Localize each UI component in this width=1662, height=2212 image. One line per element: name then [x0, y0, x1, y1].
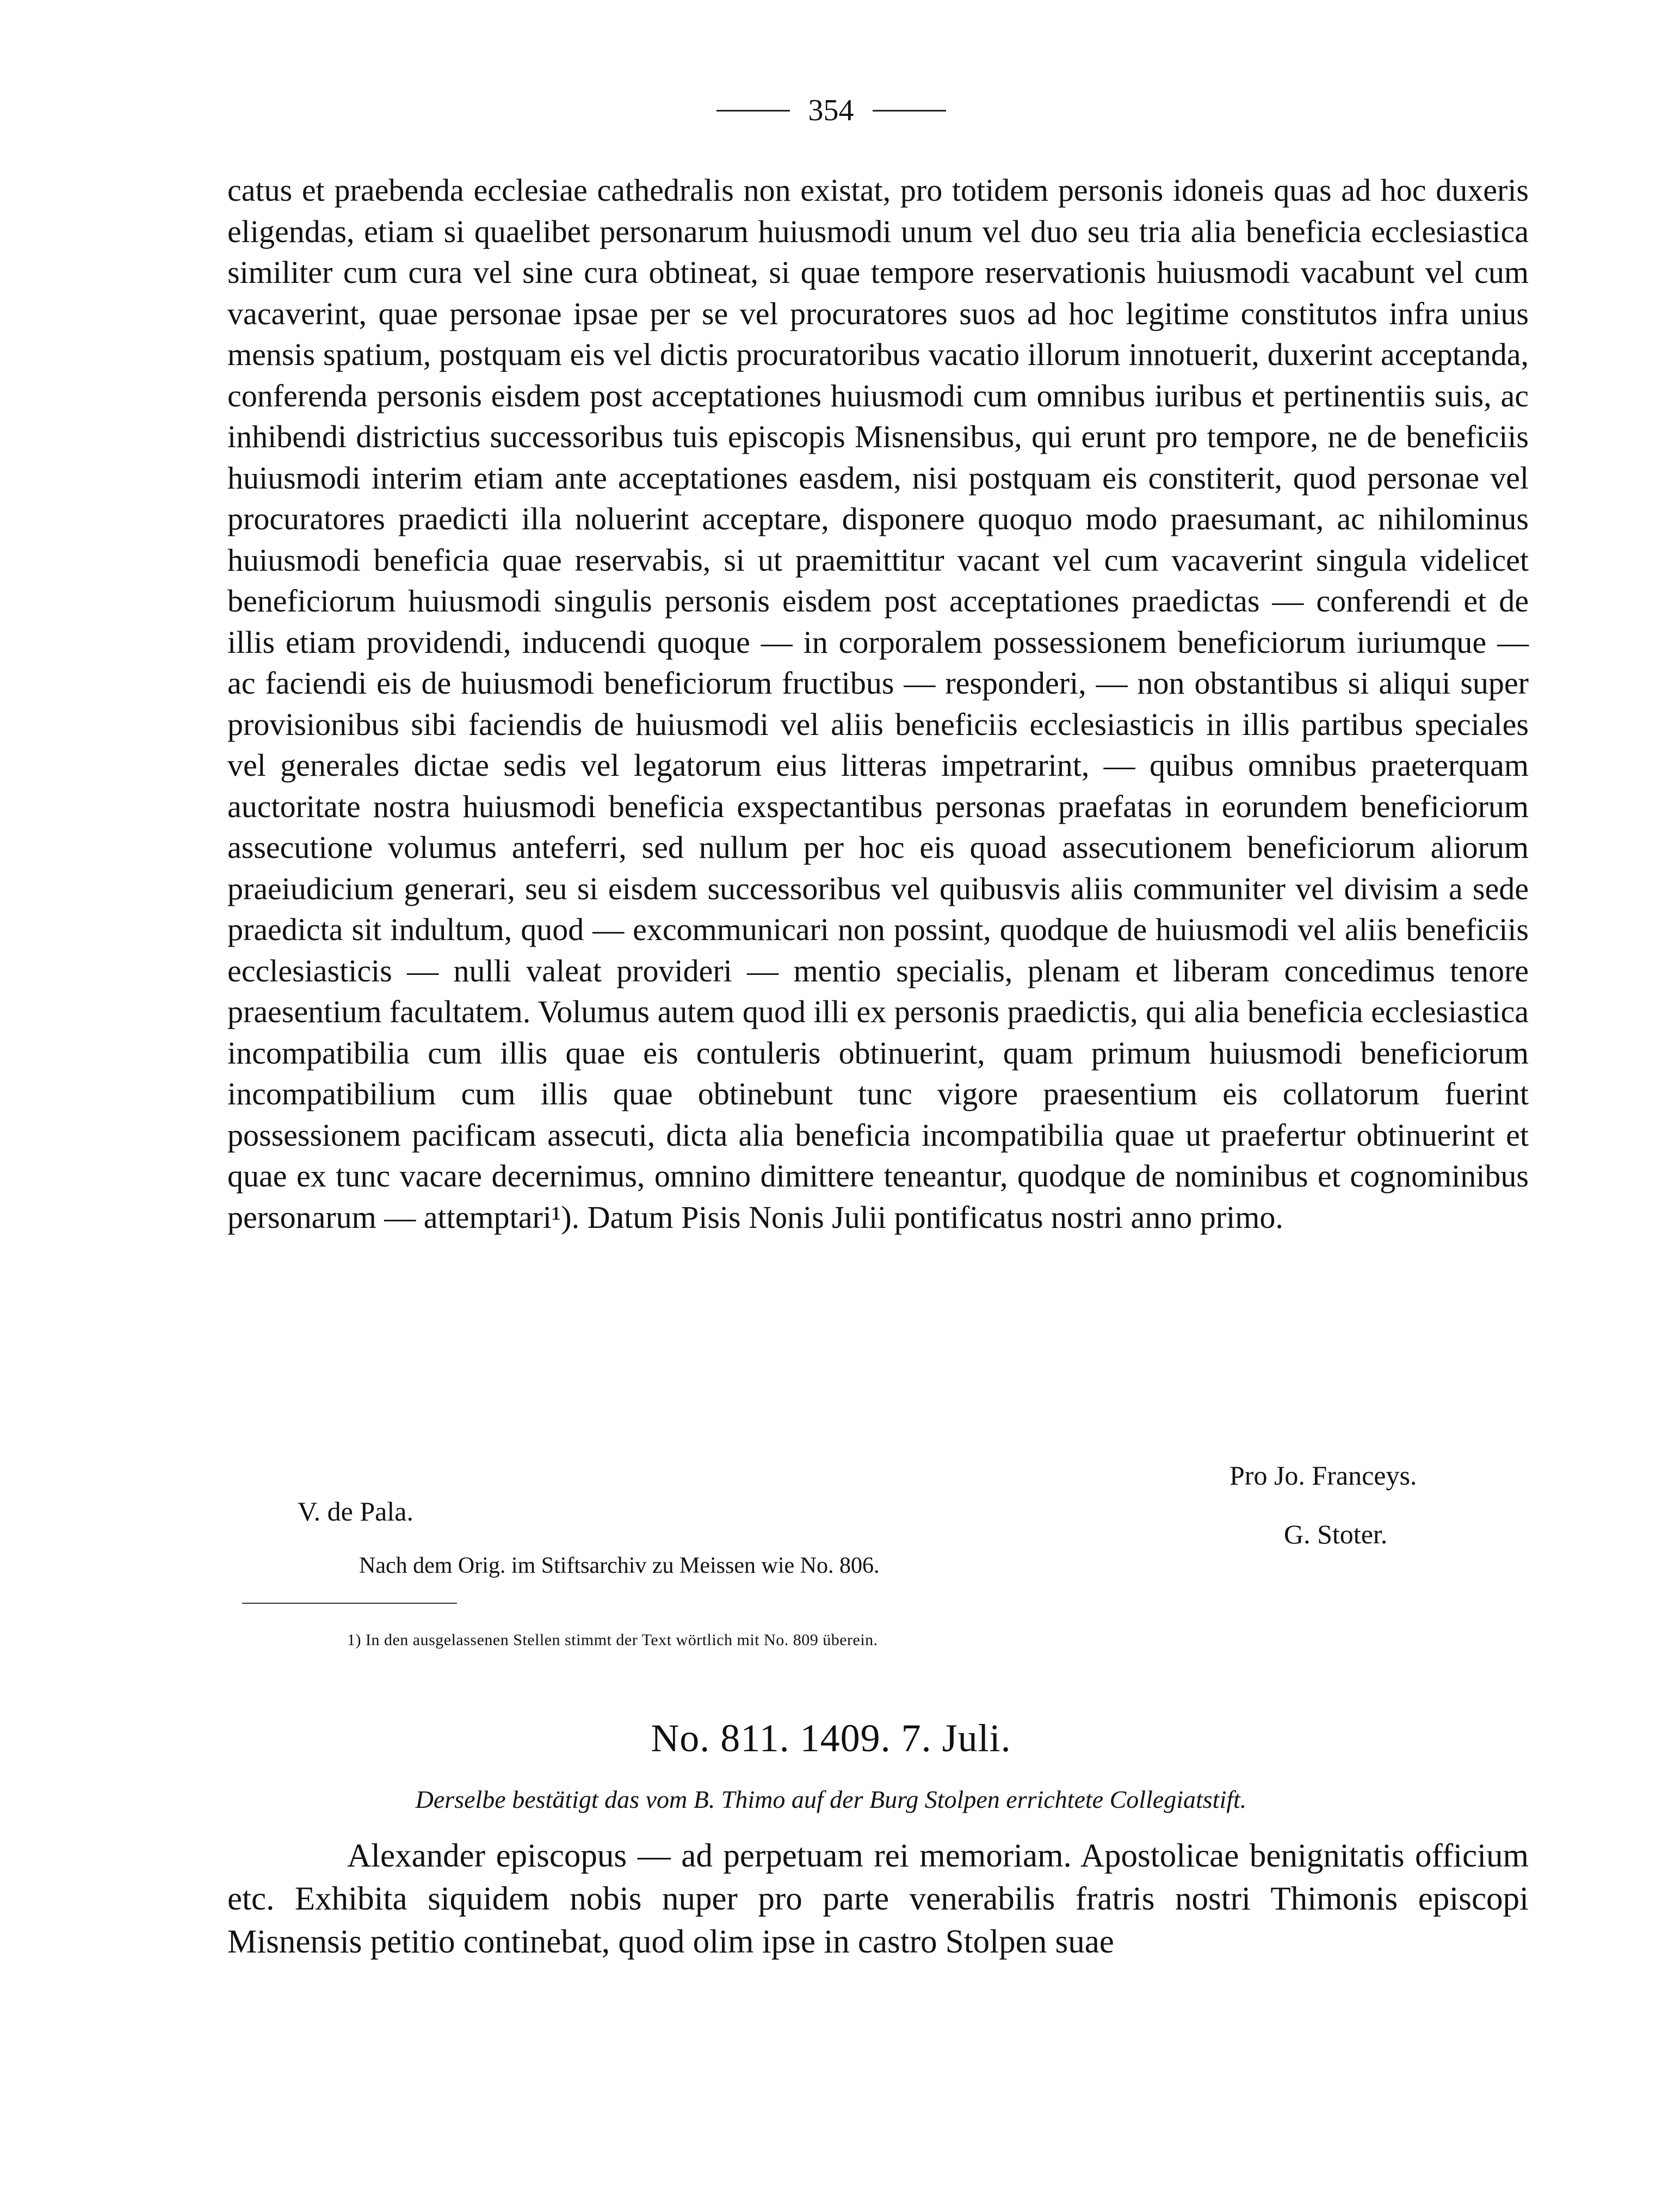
footnote-divider [242, 1603, 457, 1604]
header-rule-right [873, 110, 946, 112]
document-summary: Derselbe bestätigt das vom B. Thimo auf der Burg Stolpen errichtete Collegiatstift. [415, 1785, 1247, 1813]
page-header [0, 91, 1662, 129]
document-body: Alexander episcopus — ad perpetuam rei memoriam. Apostolicae benignitatis officium etc. Exhibita siquidem nobis nuper pro parte venerabilis fratris nostri Thimonis episcopi Misnensis petitio continebat, quod olim ipse in castro Stolpen suae [227, 1838, 1529, 1960]
main-text-paragraph: catus et praebenda ecclesiae cathedralis non existat, pro totidem personis idoneis quas ad hoc duxeris eligendas, etiam si quaelibet personarum huiusmodi unum vel duo seu tria alia beneficia ecclesiastica similiter cum cura vel sine cura obtineat, si quae tempore reservationis huiusmodi vacabunt vel cum vacaverint, quae personae ipsae per se vel procuratores suos ad hoc legitime constitutos infra unius mensis spatium, postquam eis vel dictis procuratoribus vacatio illorum innotuerit, duxerint acceptanda, conferenda personis eisdem post acceptationes huiusmodi cum omnibus iuribus et pertinentiis suis, ac inhibendi districtius successoribus tuis episcopis Misnensibus, qui erunt pro tempore, ne de beneficiis huiusmodi interim etiam ante acceptationes easdem, nisi postquam eis constiterit, quod personae vel procuratores praedicti illa noluerint acceptare, disponere quoquo modo praesumant, ac nihilominus huiusmodi beneficia quae reservabis, si ut praemittitur vacant vel cum vacaverint singula videlicet beneficiorum huiusmodi singulis personis eisdem post acceptationes praedictas — conferendi et de illis etiam providendi, inducendi quoque — in corporalem possessionem beneficiorum iuriumque — ac faciendi eis de huiusmodi beneficiorum fructibus — responderi, — non obstantibus si aliqui super provisionibus sibi faciendis de huiusmodi vel aliis beneficiis ecclesiasticis in illis partibus speciales vel generales dictae sedis vel legatorum eius litteras impetrarint, — quibus omnibus praeterquam auctoritate nostra huiusmodi beneficia exspectantibus personas praefatas in eorundem beneficiorum assecutione volumus anteferri, sed nullum per hoc eis quoad assecutionem beneficiorum aliorum praeiudicium generari, seu si eisdem successoribus vel quibusvis aliis communiter vel divisim a sede praedicta sit indultum, quod — excommunicari non possint, quodque de huiusmodi vel aliis beneficiis ecclesiasticis — nulli valeat provideri — mentio specialis, plenam et liberam concedimus tenore praesentium facultatem. Volumus autem quod illi ex personis praedictis, qui alia beneficia ecclesiastica incompatibilia cum illis quae eis contuleris obtinuerint, quam primum huiusmodi beneficiorum incompatibilium cum illis quae obtinebunt tunc vigore praesentium eis collatorum fuerint possessionem pacificam assecuti, dicta alia beneficia incompatibilia quae ut praefertur obtinuerint et quae ex tunc vacare decernimus, omnino dimittere teneantur, quodque de nominibus et cognominibus personarum — attemptari¹). Datum Pisis Nonis Julii pontificatus nostri anno primo. [227, 172, 1529, 1235]
signature-pala: V. de Pala. [298, 1496, 413, 1527]
document-heading: No. 811. 1409. 7. Juli. [651, 1716, 1011, 1760]
signature-stoter: G. Stoter. [1284, 1519, 1388, 1549]
header-rule-left [716, 110, 790, 112]
page-number: 354 [808, 94, 854, 127]
source-note: Nach dem Orig. im Stiftsarchiv zu Meissen wie No. 806. [359, 1553, 880, 1578]
footnote: 1) In den ausgelassenen Stellen stimmt der Text wörtlich mit No. 809 überein. [347, 1631, 878, 1649]
signature-franceys: Pro Jo. Franceys. [1229, 1460, 1417, 1491]
